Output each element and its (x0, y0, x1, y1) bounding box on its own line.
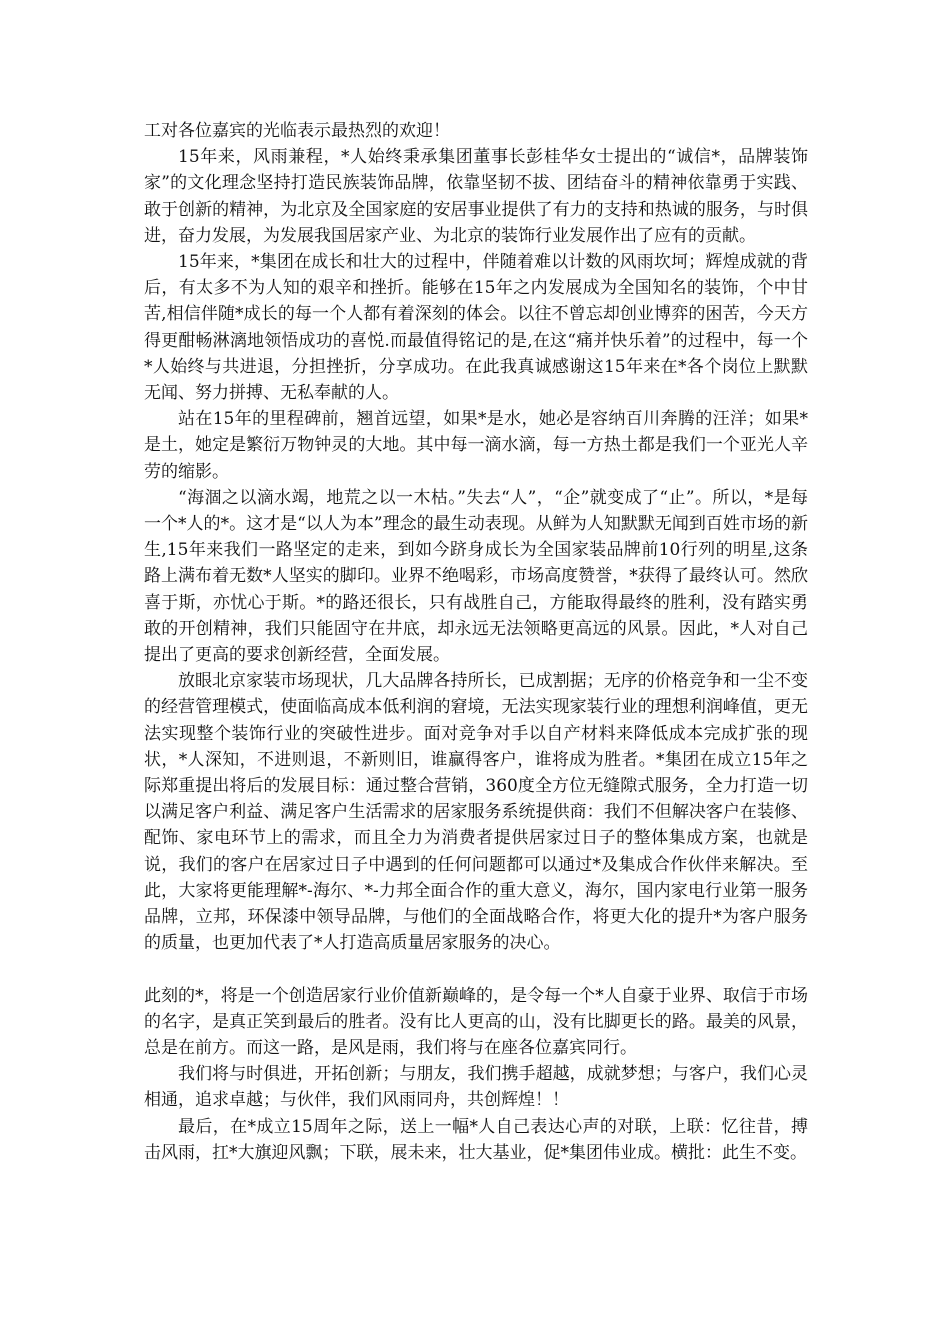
document-body (144, 118, 808, 1166)
paragraph-market-outlook: 放眼北京家装市场现状，几大品牌各持所长，已成割据；无序的价格竞争和一尘不变的经营管理模式，使面临高成本低利润的窘境，无法实现家装行业的理想利润峰值，更无法实现整个装饰行业的突破性进步。面对竞争对手以自产材料来降低成本完成扩张的现状，*人深知，不进则退，不新则旧，谁赢得客户，谁将成为胜者。*集团在成立15年之际郑重提出将后的发展目标：通过整合营销，360度全方位无缝隙式服务，全力打造一切以满足客户利益、满足客户生活需求的居家服务系统提供商：我们不但解决客户在装修、配饰、家电环节上的需求，而且全力为消费者提供居家过日子的整体集成方案，也就是说，我们的客户在居家过日子中遇到的任何问题都可以通过*及集成合作伙伴来解决。至此，大家将更能理解*-海尔、*-力邦全面合作的重大意义，海尔，国内家电行业第一服务品牌，立邦，环保漆中领导品牌，与他们的全面战略合作，将更大化的提升*为客户服务的质量，也更加代表了*人打造高质量居家服务的决心。 (144, 671, 808, 954)
paragraph-couplet: 最后，在*成立15周年之际，送上一幅*人自己表达心声的对联，上联：忆往昔，搏击风雨，扛*大旗迎风飘；下联，展未来，壮大基业，促*集团伟业成。横批：此生不变。 (144, 1116, 808, 1163)
paragraph-spacer (144, 957, 808, 983)
paragraph-fifteen-years-journey: 15年来，风雨兼程，*人始终秉承集团董事长彭桂华女士提出的“诚信*，品牌装饰家”的文化理念坚持打造民族装饰品牌，依靠坚韧不拔、团结奋斗的精神依靠勇于实践、敢于创新的精神，为北京及全国家庭的安居事业提供了有力的支持和热诚的服务，与时俱进，奋力发展，为发展我国居家产业、为北京的装饰行业发展作出了应有的贡献。 (144, 147, 808, 246)
paragraph-growth-hardships: 15年来，*集团在成长和壮大的过程中，伴随着难以计数的风雨坎坷；辉煌成就的背后，有太多不为人知的艰辛和挫折。能够在15年之内发展成为全国知名的装饰，个中甘苦,相信伴随*成长的每一个人都有着深刻的体会。以往不曾忘却创业博弈的困苦，今天方得更酣畅淋漓地领悟成功的喜悦.而最值得铭记的是,在这“痛并快乐着”的过程中，每一个*人始终与共进退，分担挫折，分享成功。在此我真诚感谢这15年来在*各个岗位上默默无闻、努力拼搏、无私奉献的人。 (144, 252, 808, 404)
paragraph-together: 我们将与时俱进，开拓创新；与朋友，我们携手超越，成就梦想；与客户，我们心灵相通，追求卓越；与伙伴，我们风雨同舟，共创辉煌！！ (144, 1064, 808, 1111)
paragraph-people-first: “海涸之以滴水竭，地荒之以一木枯。”失去“人”，“企”就变成了“止”。所以，*是每一个*人的*。这才是“以人为本”理念的最生动表现。从鲜为人知默默无闻到百姓市场的新生,15年来我们一路坚定的走来，到如今跻身成长为全国家装品牌前10行列的明星,这条路上满布着无数*人坚实的脚印。业界不绝喝彩，市场高度赞誉，*获得了最终认可。然欣喜于斯，亦忧心于斯。*的路还很长，只有战胜自己，方能取得最终的胜利，没有踏实勇敢的开创精神，我们只能固守在井底，却永远无法领略更高远的风景。因此，*人对自己提出了更高的要求创新经营，全面发展。 (144, 487, 808, 666)
paragraph-milestone: 站在15年的里程碑前，翘首远望，如果*是水，她必是容纳百川奔腾的汪洋；如果*是土，她定是繁衍万物钟灵的大地。其中每一滴水滴，每一方热土都是我们一个亚光人辛劳的缩影。 (144, 409, 808, 482)
paragraph-this-moment: 此刻的*，将是一个创造居家行业价值新巅峰的，是令每一个*人自豪于业界、取信于市场的名字，是真正笑到最后的胜者。没有比人更高的山，没有比脚更长的路。最美的风景，总是在前方。而这一路，是风是雨，我们将与在座各位嘉宾同行。 (144, 985, 808, 1058)
paragraph-welcome: 工对各位嘉宾的光临表示最热烈的欢迎！ (144, 121, 450, 141)
